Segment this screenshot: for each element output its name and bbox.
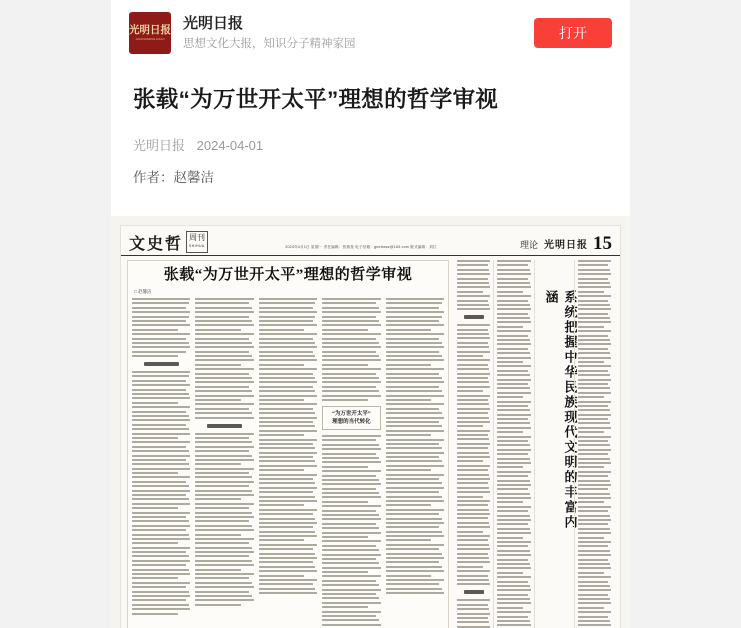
newspaper-column <box>493 260 533 628</box>
newspaper-column <box>322 298 380 628</box>
masthead-supplement-pinyin: SHIHUA <box>189 244 205 248</box>
author-name: 赵馨洁 <box>173 170 214 185</box>
account-logo[interactable] <box>129 12 171 54</box>
newspaper-column <box>195 298 253 628</box>
article-source: 光明日报 <box>133 138 186 153</box>
newspaper-vertical-headline: 系统把握中华民族现代文明的丰富内涵 <box>543 290 578 530</box>
newspaper-main-headline: 张载“为万世开太平”理想的哲学审视 <box>163 267 413 283</box>
newspaper-secondary-article <box>449 260 614 628</box>
account-description: 思想文化大报，知识分子精神家园 <box>183 37 356 50</box>
masthead-title: 文史哲 <box>129 236 184 253</box>
newspaper-subhead <box>144 362 179 366</box>
account-name[interactable]: 光明日报 <box>183 14 244 32</box>
article-header <box>111 64 630 188</box>
masthead-supplement-label: 周刊 <box>189 233 206 242</box>
newspaper-page <box>120 225 621 628</box>
article-author <box>133 168 608 188</box>
masthead-info: 2024年4月1日 星期一 责任编辑：张瑞堃 电子信箱：gmrbwsz@163.com 版式编辑：刘江 <box>285 245 437 249</box>
newspaper-vertical-headline-column <box>534 260 578 628</box>
boxed-subhead-line2: 理想的当代转化 <box>332 418 371 425</box>
open-button[interactable]: 打开 <box>534 18 612 48</box>
account-meta <box>183 14 534 53</box>
newspaper-subhead <box>464 590 484 594</box>
article-meta <box>133 136 608 156</box>
newspaper-main-article <box>127 260 449 628</box>
masthead-left <box>129 231 208 253</box>
page-title: 张载“为万世开太平”理想的哲学审视 <box>133 87 499 112</box>
newspaper-column <box>574 260 614 628</box>
boxed-subhead-line1: “为万世开太平” <box>332 410 371 417</box>
article-date: 2024-04-01 <box>196 138 264 153</box>
masthead-brand: 光明日报 <box>544 240 588 251</box>
newspaper-column <box>386 298 444 628</box>
newspaper-subhead <box>207 424 242 428</box>
masthead-page-number: 15 <box>593 233 612 254</box>
account-logo-pinyin: GUANGMING DAILY <box>135 37 165 41</box>
newspaper-image[interactable] <box>111 216 630 628</box>
newspaper-masthead <box>121 226 620 256</box>
article-card <box>111 0 630 628</box>
newspaper-column <box>454 260 493 628</box>
account-logo-text: 光明日报 <box>129 24 171 36</box>
account-header <box>111 0 630 64</box>
newspaper-column <box>259 298 317 628</box>
newspaper-subhead <box>464 315 484 319</box>
newspaper-columns <box>132 298 444 628</box>
newspaper-body <box>121 256 620 628</box>
masthead-section: 理论 <box>519 240 538 250</box>
newspaper-byline: □ 赵馨洁 <box>134 289 152 294</box>
author-label: 作者： <box>133 170 174 185</box>
masthead-supplement <box>186 231 208 253</box>
newspaper-column <box>132 298 190 628</box>
newspaper-boxed-subhead <box>322 406 380 430</box>
